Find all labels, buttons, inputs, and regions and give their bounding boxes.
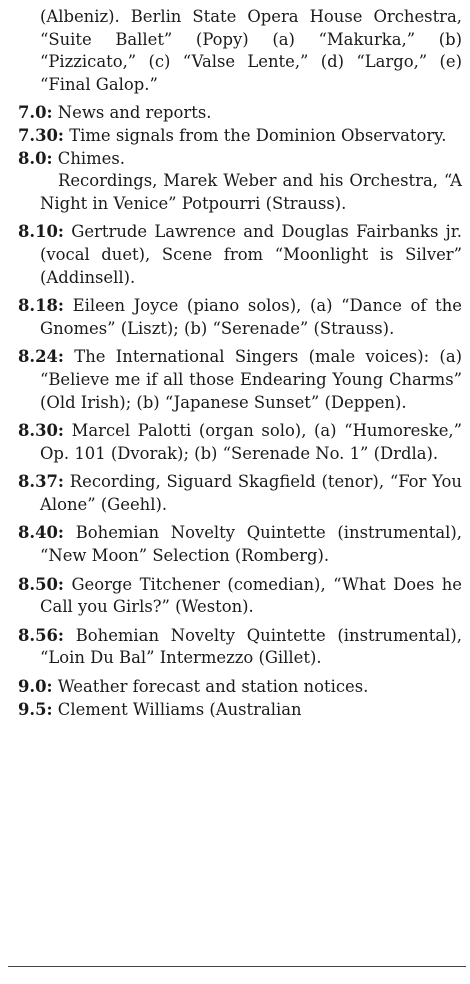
programme-entry-8-50 [18,574,462,619]
entry-text: George Titchener (comedian), “What Does he Call you Girls?” (Weston). [40,574,462,617]
programme-entry-8-30 [18,420,462,465]
programme-entry-8-56 [18,625,462,670]
entry-time: 8.30: [18,421,64,441]
programme-entry-8-18 [18,295,462,340]
entry-time: 8.50: [18,574,64,594]
entry-time: 7.0: [18,103,53,123]
entry-text: Weather forecast and station notices. [57,677,369,697]
programme-entry-9-5 [18,699,462,722]
entry-text: Gertrude Lawrence and Douglas Fairbanks jr. (vocal duet), Scene from “Moonlight is Silver” (Addinsell). [40,222,462,287]
entry-time: 8.0: [18,148,53,168]
programme-entry-8-24 [18,346,462,414]
entry-time: 8.24: [18,347,64,367]
entry-time: 8.10: [18,222,64,242]
entry-time: 9.0: [18,677,53,697]
continued-entry [18,6,462,96]
programme-entry-8-37 [18,471,462,516]
entry-text: Clement Williams (Australian [57,699,302,719]
entry-text: Recordings, Marek Weber and his Orchestra, “A Night in Venice” Potpourri (Strauss). [40,171,462,213]
column-bottom-rule [8,966,466,967]
programme-entry-9-0 [18,676,462,699]
entry-text: Chimes. [57,148,126,168]
programme-entry-8-0 [18,148,462,171]
programme-entry-7-0 [18,102,462,125]
entry-text: Time signals from the Dominion Observatory. [69,125,447,145]
programme-entry-8-0-recordings [18,170,462,215]
entry-text: Bohemian Novelty Quintette (instrumental), “New Moon” Selection (Romberg). [40,523,462,566]
entry-text: Bohemian Novelty Quintette (instrumental), “Loin Du Bal” Intermezzo (Gillet). [40,625,462,668]
entry-text: News and reports. [57,103,212,123]
entry-time: 7.30: [18,125,64,145]
entry-time: 9.5: [18,699,53,719]
entry-text: Recording, Siguard Skagfield (tenor), “For You Alone” (Geehl). [40,472,462,514]
entry-time: 8.56: [18,625,64,645]
entry-text: The International Singers (male voices): (a) “Believe me if all those Endearing Young Charms” (Old Irish); (b) “Japanese Sunset” (Deppen). [40,347,462,412]
entry-time: 8.37: [18,472,64,492]
entry-time: 8.40: [18,523,64,543]
continued-entry-text: (Albeniz). Berlin State Opera House Orchestra, “Suite Ballet” (Popy) (a) “Makurka,” (b) “Pizzicato,” (c) “Valse Lente,” (d) “Largo,” (e) “Final Galop.” [40,7,462,94]
entry-time: 8.18: [18,296,64,316]
programme-entry-8-10 [18,221,462,289]
entry-text: Eileen Joyce (piano solos), (a) “Dance of the Gnomes” (Liszt); (b) “Serenade” (Strauss). [40,296,462,338]
programme-entry-7-30 [18,125,462,148]
entry-text: Marcel Palotti (organ solo), (a) “Humoreske,” Op. 101 (Dvorak); (b) “Serenade No. 1” (Drdla). [40,421,462,463]
programme-entry-8-40 [18,522,462,567]
